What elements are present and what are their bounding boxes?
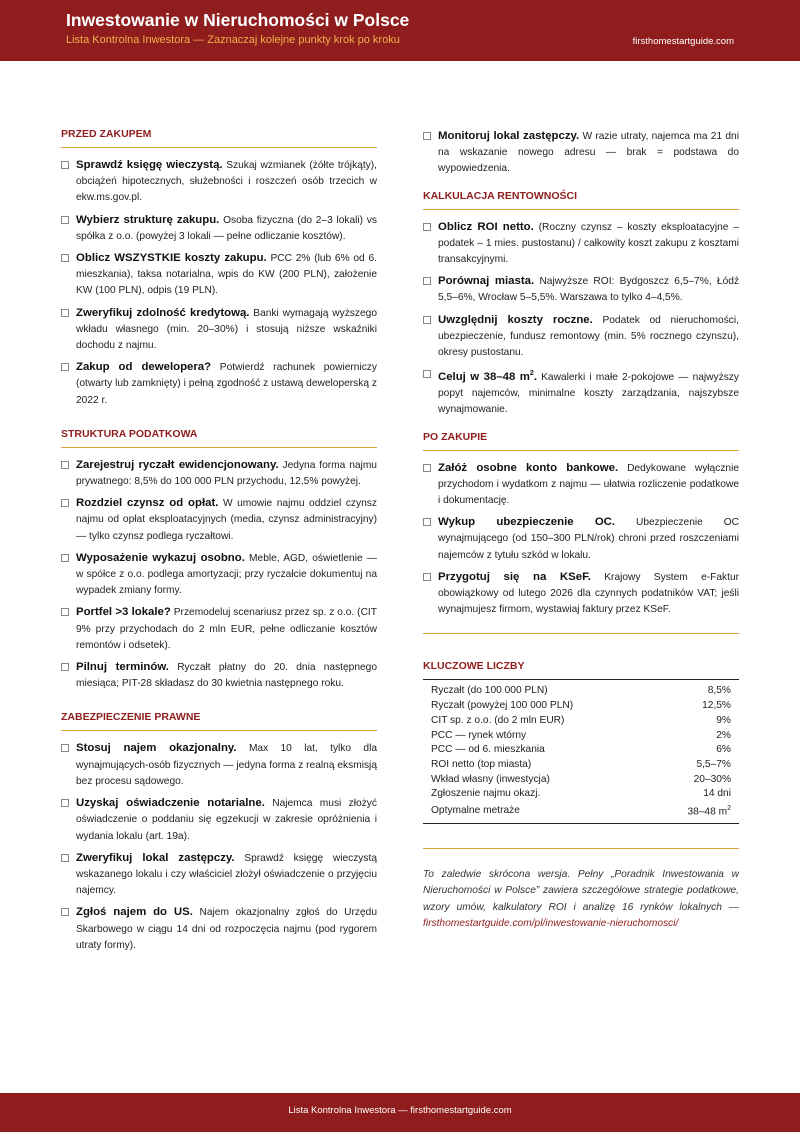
key-number-row [423,684,739,699]
key-number-label: PCC — od 6. mieszkania [431,744,545,756]
checklist-przed-zakupem [61,157,377,409]
item-title: Zakup od dewelopera? [76,361,212,374]
header-site-link[interactable]: firsthomestartguide.com [632,36,734,47]
checklist-item [61,495,377,545]
item-title: Sprawdź księgę wieczystą. [76,159,223,171]
item-title: Portfel >3 lokale? [76,606,171,619]
checkbox[interactable] [61,799,69,807]
checkbox[interactable] [61,216,69,224]
checkbox[interactable] [423,277,431,285]
key-numbers-title: KLUCZOWE LICZBY [423,660,739,680]
item-title: Uwzględnij koszty roczne. [438,313,593,326]
item-description: PCC 2% (lub 6% od 6. mieszkania), taksa notarialna, wpis do KW (200 PLN), założenie KW (100 PLN), odpis (19 PLN). [76,253,377,297]
key-number-label: Optymalne metraże [431,804,520,816]
key-number-label: ROI netto (top miasta) [431,758,532,770]
promo-note-text: To zaledwie skrócona wersja. Pełny „Poradnik Inwestowania w Nieruchomości w Polsce” zawiera szczegółowe strategie podatkowe, wzory umów, kalkulatory ROI i analizę 16 rynków lokalnych — [423,869,739,913]
item-title: Pilnuj terminów. [76,661,169,674]
item-description: Meble, AGD, oświetlenie — w spółce z o.o. podlega amortyzacji; przy ryczałcie dokumentuj na wypadek zmiany formy. [76,552,377,597]
item-title: Zweryfikuj lokal zastępczy. [76,851,235,864]
key-number-value: 6% [716,744,731,756]
item-description: Najem okazjonalny zgłoś do Urzędu Skarbowego w ciągu 14 dni od rozpoczęcia najmu (pod rygorem utraty formy). [76,907,377,951]
section-title-po-zakupie: PO ZAKUPIE [423,431,739,451]
checklist-item [61,904,377,954]
item-description: W razie utraty, najemca ma 21 dni na wskazanie nowego adresu — brak = podstawa do wypowiedzenia. [438,131,739,175]
checklist-item [423,128,739,178]
checkbox[interactable] [423,132,431,140]
checkbox[interactable] [423,223,431,231]
checkbox[interactable] [61,363,69,371]
key-number-value: 5,5–7% [696,758,731,770]
checkbox[interactable] [61,309,69,317]
checklist-item [61,604,377,654]
item-title: Zweryfikuj zdolność kredytową. [76,306,250,319]
item-title: Zarejestruj ryczałt ewidencjonowany. [76,458,279,471]
key-number-value: 9% [716,714,731,726]
checklist-item [61,212,377,245]
checkbox[interactable] [61,554,69,562]
checklist-item [61,740,377,790]
key-number-value: 38–48 $m^2$ [687,805,731,818]
checklist-item [61,659,377,692]
checkbox[interactable] [61,608,69,616]
checkbox[interactable] [61,854,69,862]
checklist-item [61,795,377,845]
item-title: Przygotuj się na KSeF. [438,570,591,583]
key-number-row [423,699,739,714]
item-description: Jedyna forma najmu prywatnego: 8,5% do 100 000 PLN przychodu, 12,5% powyżej. [76,459,377,488]
superscript: 2 [529,370,534,378]
key-number-row [423,729,739,744]
key-number-row [423,802,739,820]
item-title: Rozdziel czynsz od opłat. [76,497,219,510]
item-title: Oblicz ROI netto. [438,220,534,233]
checklist-item [61,157,377,207]
item-description: Sprawdź księgę wieczystą wskazanego lokalu i czy właściciel złożył oświadczenie o przyjęciu najemcy. [76,852,377,897]
item-description: Kawalerki i małe 2-pokojowe — najwyższy popyt najemców, minimalne koszty zarządzania, najszybsze wynajmowanie. [438,372,739,416]
section-title-struktura-podatkowa: STRUKTURA PODATKOWA [61,428,377,448]
key-number-value: 12,5% [702,700,731,712]
key-number-label: Ryczałt (do 100 000 PLN) [431,685,548,697]
checkbox[interactable] [61,161,69,169]
item-description: Max 10 lat, tylko dla wynajmujących-osób fizycznych — jedyna forma z realną eksmisją bez procesu sądowego. [76,743,377,787]
key-number-value: 20–30% [693,773,731,785]
section-title-kalkulacja-rentownosci: KALKULACJA RENTOWNOŚCI [423,190,739,210]
key-number-row [423,773,739,788]
key-number-label: Ryczałt (powyżej 100 000 PLN) [431,700,574,712]
item-description: Najemca musi złożyć oświadczenie o poddaniu się egzekucji w zakresie opróżnienia i wydania lokalu (art. 19a). [76,798,377,842]
checkbox[interactable] [61,908,69,916]
checklist-item [423,460,739,510]
key-number-label: PCC — rynek wtórny [431,729,527,741]
key-number-label: Wkład własny (inwestycja) [431,773,550,785]
checkbox[interactable] [423,464,431,472]
item-description: Krajowy System e-Faktur obowiązkowy od lutego 2026 dla czynnych podatników VAT; jeśli wynajmujesz firmom, wystawiaj faktury przez KSeF. [438,571,739,616]
item-description: W umowie najmu oddziel czynsz najmu od opłat eksploatacyjnych (media, czynsz administracyjny) — tylko czynsz podlega ryczałtowi. [76,498,377,542]
checklist-zabezpieczenie-prawne [61,740,377,953]
page-footer: Lista Kontrolna Inwestora — firsthomestartguide.com [0,1093,800,1132]
page-header [0,0,800,61]
section-title-zabezpieczenie-prawne: ZABEZPIECZENIE PRAWNE [61,711,377,731]
checkbox[interactable] [61,744,69,752]
checklist-item [423,514,739,564]
key-number-row [423,787,739,802]
item-description: Podatek od nieruchomości, ubezpieczenie, fundusz remontowy (min. 5% rocznego czynszu), okresy pustostanu. [438,314,739,359]
key-number-label: Zgłoszenie najmu okazj. [431,788,541,800]
checklist-item [61,850,377,900]
key-number-value: 14 dni [703,788,731,800]
key-number-row [423,714,739,729]
item-title: Celuj w 38–48 $m^2$. [438,370,537,384]
item-title: Wyposażenie wykazuj osobno. [76,551,245,564]
key-number-row [423,743,739,758]
checklist-item [61,457,377,490]
checkbox[interactable] [423,316,431,324]
item-description: Dedykowane wyłącznie przychodom i wydatkom z najmu — ułatwia rozliczenie podatkowe i dokumentację. [438,462,740,507]
checkbox[interactable] [423,370,431,378]
key-numbers-table [423,684,739,820]
checkbox[interactable] [61,499,69,507]
checklist-zabezpieczenie-continued [423,128,739,178]
checklist-item [423,273,739,306]
checklist-item [61,250,377,300]
checklist-po-zakupie [423,460,739,619]
checkbox[interactable] [61,461,69,469]
item-title: Stosuj najem okazjonalny. [76,742,237,755]
key-number-value: 2% [716,729,731,741]
section-title-przed-zakupem: PRZED ZAKUPEM [61,128,377,148]
item-description: Ryczałt płatny do 20. dnia następnego miesiąca; PIT-28 składasz do 30 kwietnia następnego roku. [76,662,377,690]
item-description: Przemodeluj scenariusz przez sp. z o.o. (CIT 9% przy przychodach do 2 mln EUR, pełne odliczanie kosztów remontów i odsetek). [76,607,377,651]
checklist-item [61,359,377,409]
item-title: Uzyskaj oświadczenie notarialne. [76,797,265,810]
item-description: Najwyższe ROI: Bydgoszcz 6,5–7%, Łódź 5,5–6%, Wrocław 5–5,5%. Warszawa to tylko 4–4,5%. [438,276,739,304]
key-number-row [423,758,739,773]
item-description: Ubezpieczenie OC wynajmującego (od 150–300 PLN/rok) chroni przed roszczeniami najemców z tytułu szkód w lokalu. [438,517,739,561]
checklist-item [61,305,377,355]
item-description: Potwierdź rachunek powierniczy (otwarty lub zamknięty) i pełną zgodność z ustawą deweloperską z 2022 r. [76,362,377,406]
checkbox[interactable] [423,518,431,526]
checklist-item [423,312,739,362]
checklist-item [423,569,739,619]
checklist-item [423,366,739,418]
promo-note [423,867,739,932]
checkbox[interactable] [423,573,431,581]
checkbox[interactable] [61,663,69,671]
item-title: Załóż osobne konto bankowe. [438,461,619,474]
checklist-item [61,550,377,600]
left-column [61,128,377,959]
item-title: Wykup ubezpieczenie OC. [438,516,616,529]
item-title: Wybierz strukturę zakupu. [76,213,220,226]
checklist-struktura-podatkowa [61,457,377,693]
key-number-label: CIT sp. z o.o. (do 2 mln EUR) [431,714,565,726]
item-title: Porównaj miasta. [438,275,535,288]
guide-link[interactable]: firsthomestartguide.com/pl/inwestowanie-nieruchomosci/ [423,917,679,929]
item-description: Osoba fizyczna (do 2–3 lokali) vs spółka z o.o. (powyżej 3 lokali — pełne odliczanie kosztów). [76,214,377,242]
item-description: Banki wymagają wyższego wkładu własnego (min. 20–30%) i stosują niższe wskaźniki dochodu z najmu. [76,307,377,352]
item-title: Monitoruj lokal zastępczy. [438,130,580,142]
item-title: Oblicz WSZYSTKIE koszty zakupu. [76,252,267,265]
key-number-value: 8,5% [707,685,731,697]
item-description: (Roczny czynsz – koszty eksploatacyjne – podatek – 1 mies. pustostanu) / całkowity koszt zakupu z kosztami transakcyjnymi. [438,221,739,266]
item-description: Szukaj wzmianek (żółte trójkąty), obciążeń hipotecznych, służebności i roszczeń osób trzecich w ekw.ms.gov.pl. [76,160,377,204]
right-column [423,128,739,932]
checklist-item [423,219,739,269]
checklist-kalkulacja-rentownosci [423,219,739,419]
checkbox[interactable] [61,254,69,262]
item-title: Zgłoś najem do US. [76,906,193,919]
document-subtitle: Lista Kontrolna Inwestora — Zaznaczaj kolejne punkty krok po kroku [66,34,400,46]
document-title: Inwestowanie w Nieruchomości w Polsce [66,10,410,30]
superscript: 2 [727,805,731,813]
